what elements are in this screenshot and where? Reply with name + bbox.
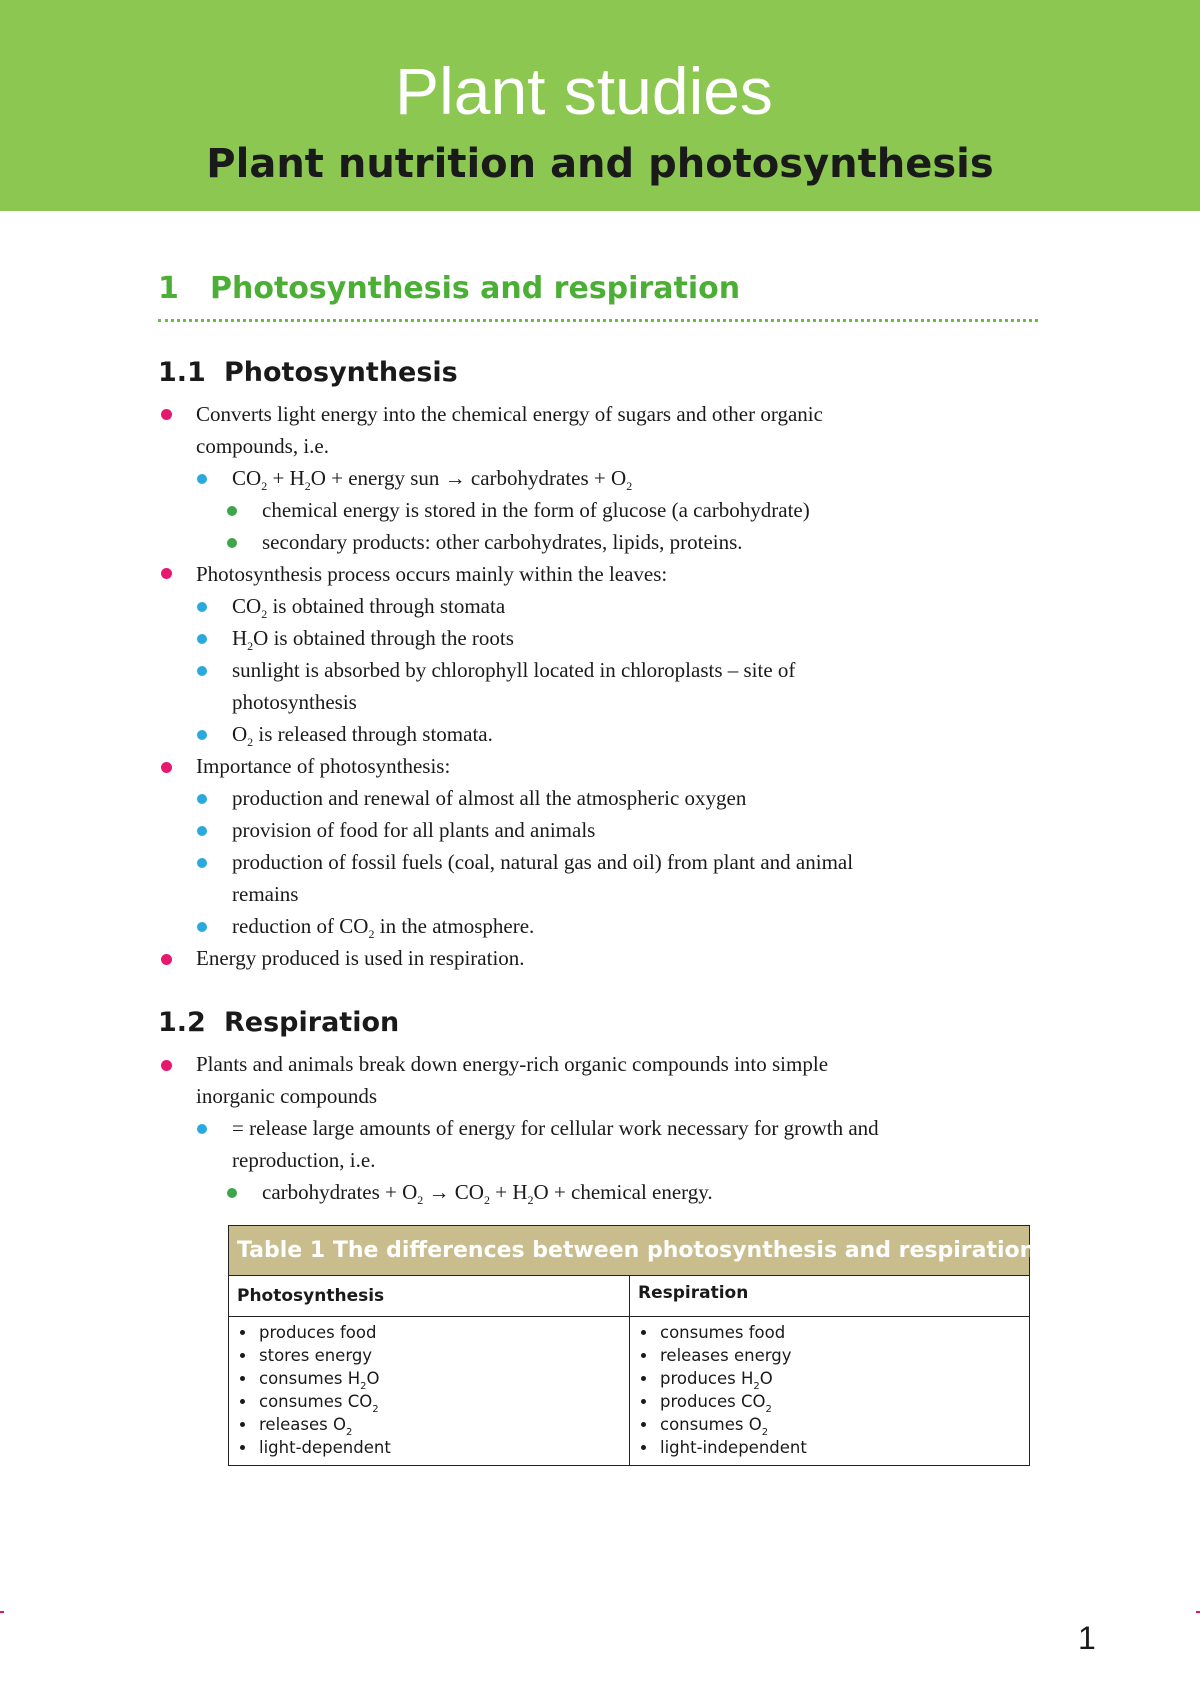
sub-bullet-icon xyxy=(197,858,207,868)
section-title: Photosynthesis and respiration xyxy=(210,271,741,306)
table-cell: produces $H_2O$ xyxy=(630,1367,1029,1390)
bullet-icon xyxy=(161,409,172,420)
sub-bullet-text: production of fossil fuels (coal, natural gas and oil) from plant and animal xyxy=(232,850,854,874)
sub-sub-bullet-icon xyxy=(227,1188,237,1198)
sub-bullet-text: $O_2$ is released through stomata. xyxy=(232,722,493,749)
sub-sub-bullet-text: secondary products: other carbohydrates, lipids, proteins. xyxy=(262,530,743,554)
page-subtitle: Plant nutrition and photosynthesis xyxy=(206,141,994,187)
bullet-icon xyxy=(161,1060,172,1071)
bullet-text-continued: compounds, i.e. xyxy=(196,434,329,458)
subsection-heading-photosynthesis xyxy=(158,358,458,388)
bullet-text: Converts light energy into the chemical energy of sugars and other organic xyxy=(196,402,823,426)
table-cell: produces food xyxy=(229,1321,629,1344)
sub-bullet-icon xyxy=(197,666,207,676)
bullet-icon xyxy=(161,954,172,965)
sub-bullet-icon xyxy=(197,794,207,804)
sub-bullet-icon xyxy=(197,922,207,932)
sub-bullet-text: production and renewal of almost all the atmospheric oxygen xyxy=(232,786,747,810)
page-title: Plant studies xyxy=(395,54,773,128)
table-cell: consumes $CO_2$ xyxy=(229,1390,629,1413)
sub-bullet-icon xyxy=(197,826,207,836)
table-cell: light-independent xyxy=(630,1436,1029,1459)
sub-bullet-text: $CO_2$ is obtained through stomata xyxy=(232,594,506,621)
sub-bullet-text: $H_2O$ is obtained through the roots xyxy=(232,626,514,653)
bullet-text-continued: inorganic compounds xyxy=(196,1084,378,1108)
table-cell: produces $CO_2$ xyxy=(630,1390,1029,1413)
subsection-title: Respiration xyxy=(224,1007,400,1038)
table-column-respiration xyxy=(630,1317,1029,1465)
photosynthesis-equation: $CO_2 + H_2O$ + energy sun → carbohydrates + $O_2$ xyxy=(232,466,633,493)
sub-bullet-text: reduction of $CO_2$ in the atmosphere. xyxy=(232,914,535,941)
sub-bullet-text: = release large amounts of energy for cellular work necessary for growth and xyxy=(232,1116,879,1140)
table-cell: stores energy xyxy=(229,1344,629,1367)
sub-sub-bullet-icon xyxy=(227,506,237,516)
sub-bullet-icon xyxy=(197,634,207,644)
comparison-table xyxy=(228,1225,1036,1466)
sub-bullet-icon xyxy=(197,730,207,740)
crop-mark xyxy=(0,1611,4,1613)
table-cell: releases $O_2$ xyxy=(229,1413,629,1436)
bullet-text: Photosynthesis process occurs mainly within the leaves: xyxy=(196,562,668,586)
sub-bullet-icon xyxy=(197,602,207,612)
page-number: 1 xyxy=(1078,1620,1096,1656)
table-cell: light-dependent xyxy=(229,1436,629,1459)
header-banner xyxy=(0,0,1200,211)
table-cell: releases energy xyxy=(630,1344,1029,1367)
respiration-equation: carbohydrates + $O_2 \to CO_2 + H_2O$ + chemical energy. xyxy=(262,1180,713,1207)
sub-sub-bullet-text: chemical energy is stored in the form of glucose (a carbohydrate) xyxy=(262,498,810,522)
subsection-heading-respiration xyxy=(158,1008,399,1038)
section-divider xyxy=(158,319,1038,322)
crop-mark xyxy=(1196,1611,1200,1613)
subsection-number: 1.1 xyxy=(158,357,206,388)
section-number: 1 xyxy=(158,271,179,306)
bullet-text: Plants and animals break down energy-rich organic compounds into simple xyxy=(196,1052,829,1076)
bullet-icon xyxy=(161,568,172,579)
table-header-photosynthesis: Photosynthesis xyxy=(229,1276,630,1317)
sub-bullet-text-continued: remains xyxy=(232,882,299,906)
subsection-number: 1.2 xyxy=(158,1007,206,1038)
table-column-photosynthesis xyxy=(229,1317,630,1465)
bullet-text: Importance of photosynthesis: xyxy=(196,754,451,778)
section-heading xyxy=(158,272,740,305)
sub-bullet-text-continued: photosynthesis xyxy=(232,690,357,714)
sub-bullet-icon xyxy=(197,1124,207,1134)
table-cell: consumes $O_2$ xyxy=(630,1413,1029,1436)
sub-bullet-text: sunlight is absorbed by chlorophyll located in chloroplasts – site of xyxy=(232,658,796,682)
sub-sub-bullet-icon xyxy=(227,538,237,548)
sub-bullet-text: provision of food for all plants and animals xyxy=(232,818,596,842)
table-caption: Table 1 The differences between photosynthesis and respiration xyxy=(229,1226,1029,1276)
table-cell: consumes $H_2O$ xyxy=(229,1367,629,1390)
subsection-title: Photosynthesis xyxy=(224,357,458,388)
sub-bullet-icon xyxy=(197,474,207,484)
table-cell: consumes food xyxy=(630,1321,1029,1344)
table-header-respiration: Respiration xyxy=(630,1276,1029,1317)
bullet-icon xyxy=(161,762,172,773)
bullet-text: Energy produced is used in respiration. xyxy=(196,946,525,970)
sub-bullet-text-continued: reproduction, i.e. xyxy=(232,1148,376,1172)
